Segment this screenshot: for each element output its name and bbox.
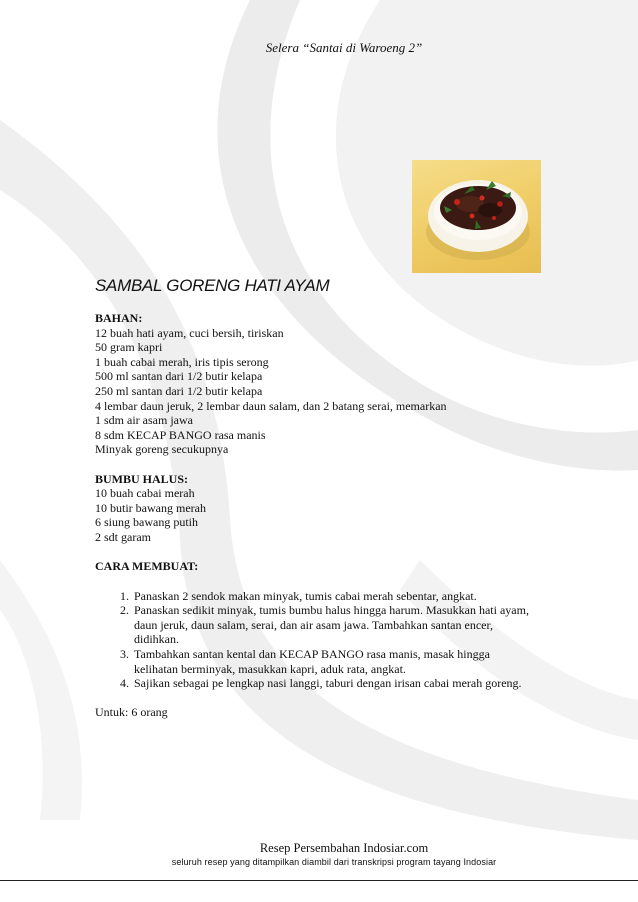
servings: Untuk: 6 orang [95, 705, 168, 720]
recipe-body [95, 311, 535, 720]
cara-membuat-heading: CARA MEMBUAT: [95, 559, 199, 574]
step-item: 3. Tambahkan santan kental dan KECAP BANGO rasa manis, masak hingga kelihatan berminyak, masukkan kapri, aduk rata, angkat. [132, 647, 535, 676]
bahan-item: 50 gram kapri [95, 340, 163, 355]
bahan-item: 4 lembar daun jeruk, 2 lembar daun salam, dan 2 batang serai, memarkan [95, 398, 447, 413]
bahan-item: 1 buah cabai merah, iris tipis serong [95, 354, 269, 369]
bahan-item: Minyak goreng secukupnya [95, 442, 229, 457]
bumbu-halus-list [95, 486, 535, 544]
bumbu-halus-heading: BUMBU HALUS: [95, 471, 189, 486]
bahan-heading: BAHAN: [95, 311, 143, 325]
footer-disclaimer: seluruh resep yang ditampilkan diambil dari transkripsi program tayang Indosiar [171, 857, 497, 867]
step-item: 4. Sajikan sebagai pe lengkap nasi langgi, taburi dengan irisan cabai merah goreng. [132, 676, 535, 691]
step-item: 1. Panaskan 2 sendok makan minyak, tumis cabai merah sebentar, angkat. [132, 589, 535, 604]
bumbu-item: 10 butir bawang merah [95, 500, 206, 515]
page-header: Selera “Santai di Waroeng 2” [265, 40, 423, 55]
steps-list [95, 589, 535, 691]
bumbu-item: 10 buah cabai merah [95, 486, 195, 501]
step-item: 2. Panaskan sedikit minyak, tumis bumbu halus hingga harum. Masukkan hati ayam, daun jeruk, daun salam, serai, dan air asam jawa. Tambahkan santan encer, didihkan. [132, 603, 535, 647]
bahan-item: 12 buah hati ayam, cuci bersih, tiriskan [95, 325, 284, 340]
bahan-item: 1 sdm air asam jawa [95, 413, 193, 428]
bahan-item: 8 sdm KECAP BANGO rasa manis [95, 427, 266, 442]
footer-divider [0, 880, 638, 881]
bahan-item: 250 ml santan dari 1/2 butir kelapa [95, 383, 263, 398]
bumbu-item: 2 sdt garam [95, 529, 151, 544]
footer-credit: Resep Persembahan Indosiar.com [259, 841, 429, 855]
bahan-list [95, 326, 535, 457]
recipe-title: SAMBAL GORENG HATI AYAM [95, 276, 330, 295]
bumbu-item: 6 siung bawang putih [95, 515, 198, 530]
dish-photo [412, 160, 541, 273]
bahan-item: 500 ml santan dari 1/2 butir kelapa [95, 369, 263, 384]
